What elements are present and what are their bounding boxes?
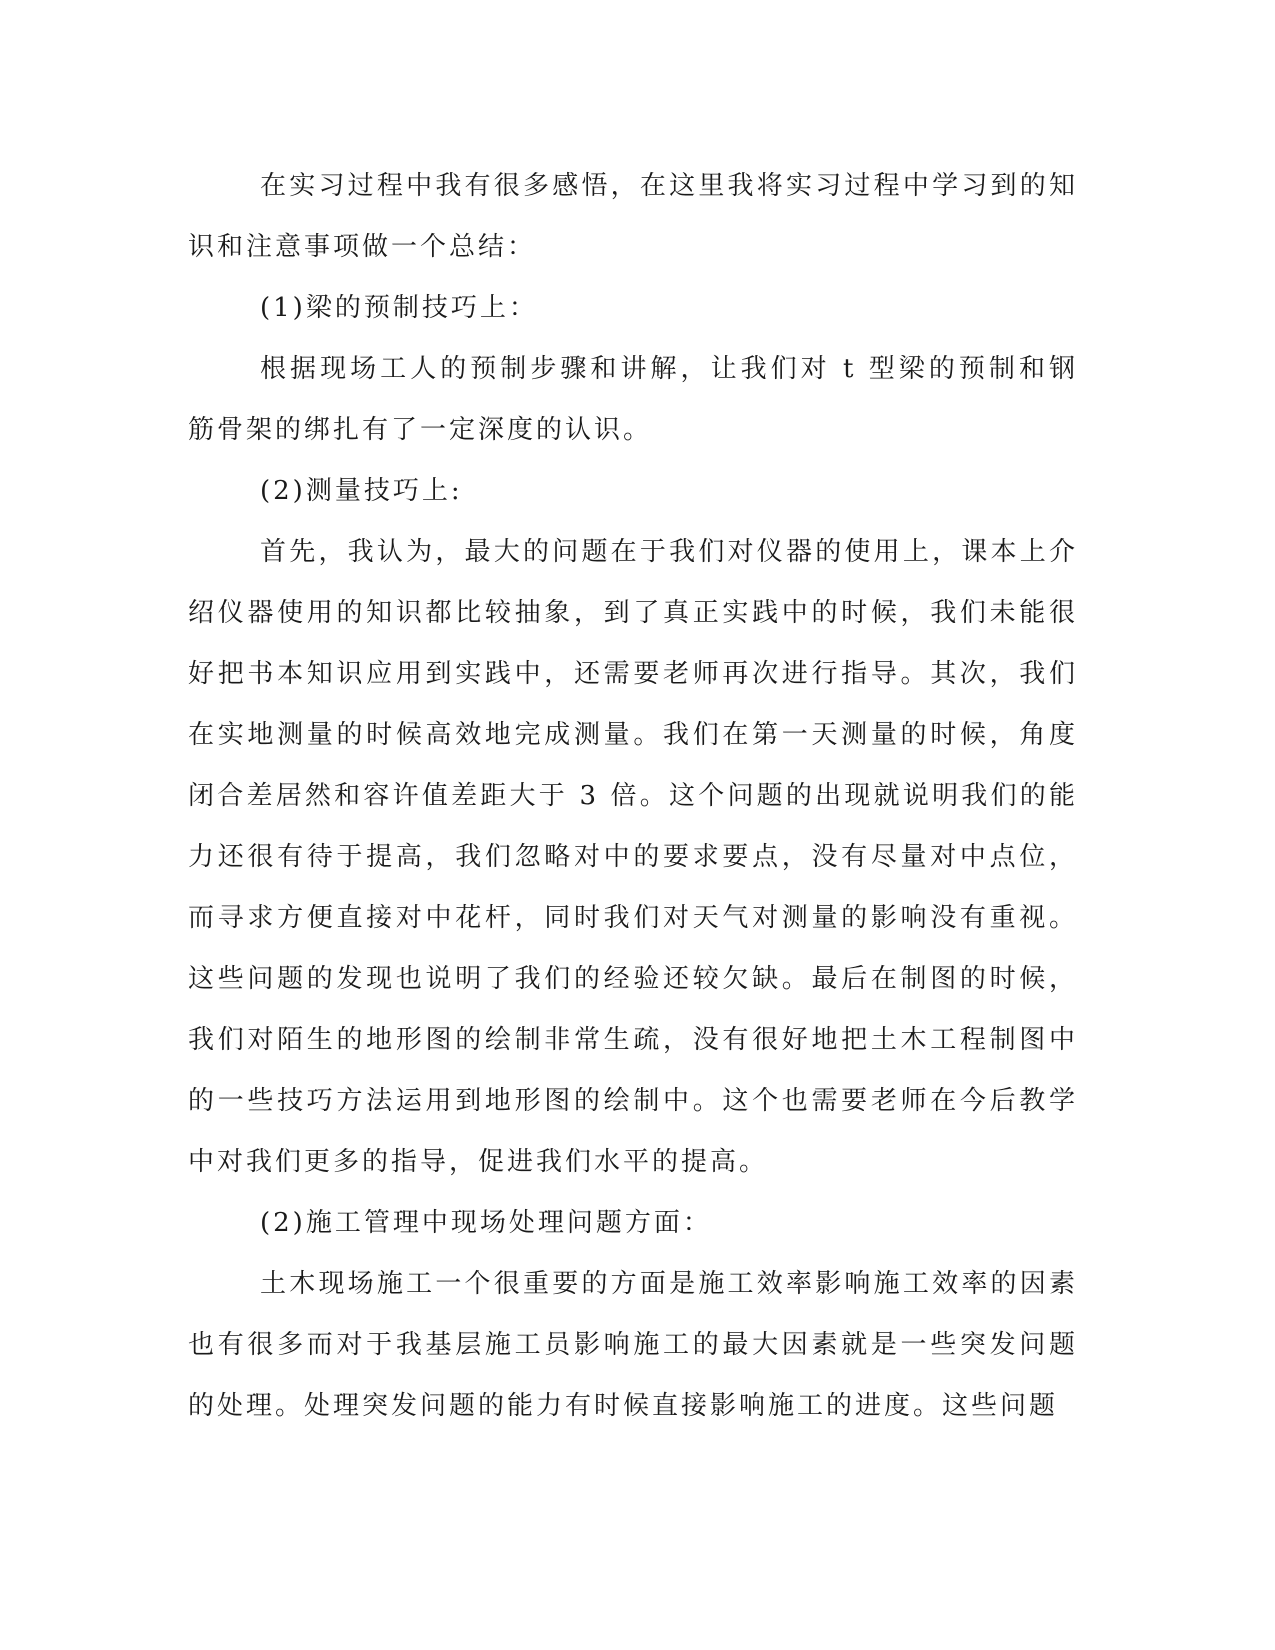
intro-paragraph: 在实习过程中我有很多感悟，在这里我将实习过程中学习到的知识和注意事项做一个总结： xyxy=(188,171,1078,262)
site-management-paragraph: 土木现场施工一个很重要的方面是施工效率影响施工效率的因素也有很多而对于我基层施工员影响施工的最大因素就是一些突发问题的处理。处理突发问题的能力有时候直接影响施工的进度。这些问题 xyxy=(188,1269,1078,1421)
document-body xyxy=(188,156,1078,1437)
surveying-paragraph: 首先，我认为，最大的问题在于我们对仪器的使用上，课本上介绍仪器使用的知识都比较抽象，到了真正实践中的时候，我们未能很好把书本知识应用到实践中，还需要老师再次进行指导。其次，我们在实地测量的时候高效地完成测量。我们在第一天测量的时候，角度闭合差居然和容许值差距大于 3 倍。这个问题的出现就说明我们的能力还很有待于提高，我们忽略对中的要求要点，没有尽量对中点位，而寻求方便直接对中花杆，同时我们对天气对测量的影响没有重视。这些问题的发现也说明了我们的经验还较欠缺。最后在制图的时候，我们对陌生的地形图的绘制非常生疏，没有很好地把土木工程制图中的一些技巧方法运用到地形图的绘制中。这个也需要老师在今后教学中对我们更多的指导，促进我们水平的提高。 xyxy=(188,537,1078,1177)
section-heading-beam-prefab: (1)梁的预制技巧上： xyxy=(260,293,538,323)
section-heading-surveying: (2)测量技巧上: xyxy=(260,476,463,506)
section-heading-site-management: (2)施工管理中现场处理问题方面： xyxy=(260,1208,712,1238)
beam-prefab-paragraph: 根据现场工人的预制步骤和讲解，让我们对 t 型梁的预制和钢筋骨架的绑扎有了一定深度的认识。 xyxy=(188,354,1078,445)
